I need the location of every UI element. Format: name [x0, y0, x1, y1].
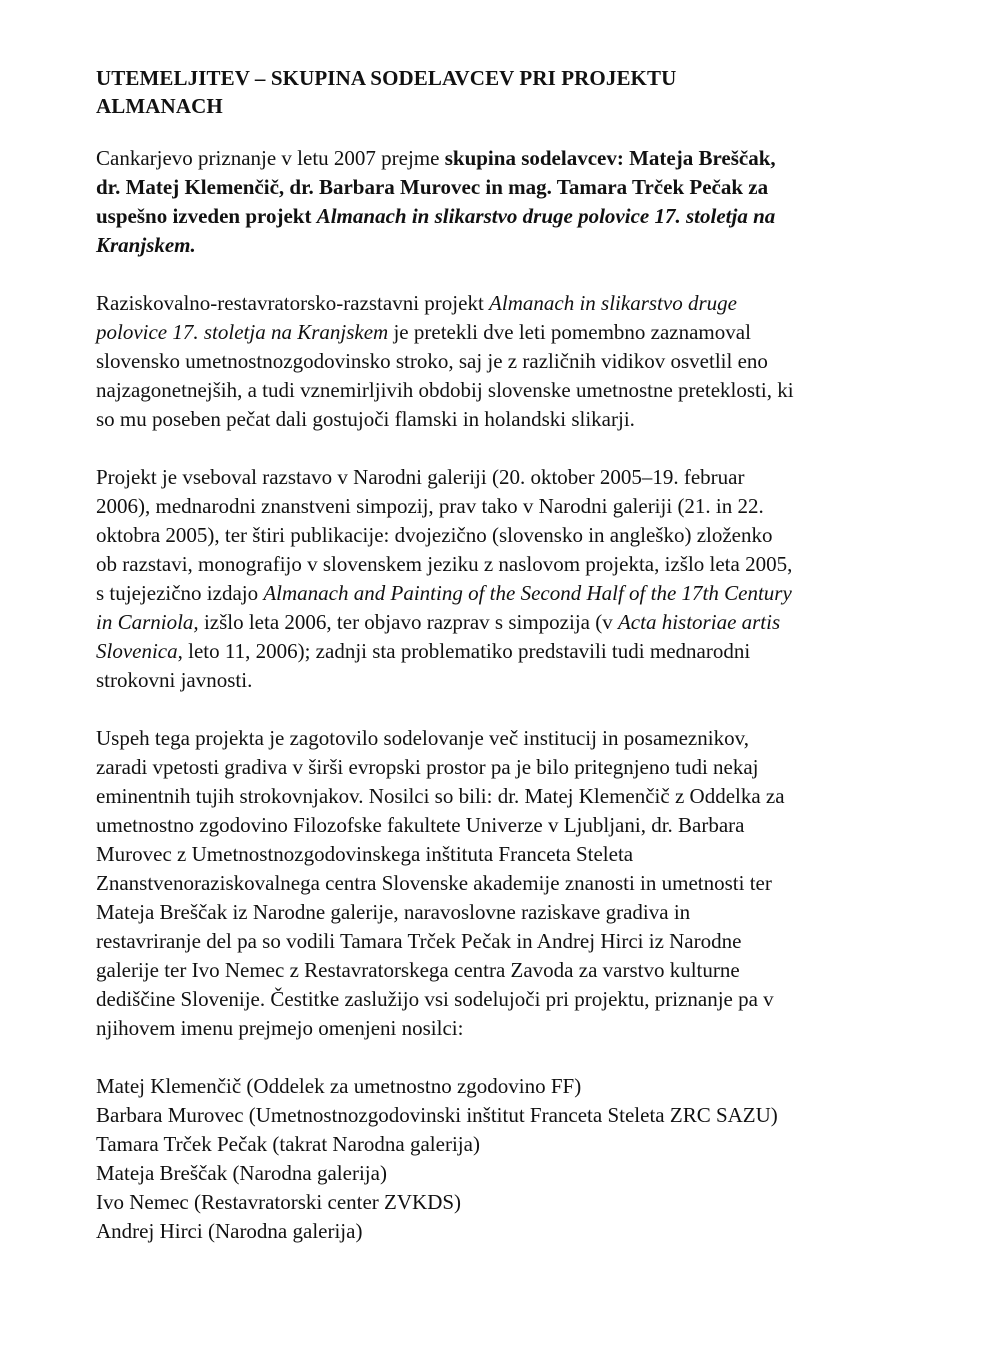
- text-line: [96, 318, 936, 347]
- bold-italic-title-run: Kranjskem.: [96, 233, 196, 257]
- text-line: [96, 144, 936, 173]
- bold-run: skupina sodelavcev: Mateja Breščak,: [444, 146, 776, 170]
- text-run: izšlo leta 2006, ter objavo razprav s simpozija (v: [198, 610, 618, 634]
- text-line: Mateja Breščak iz Narodne galerije, naravoslovne raziskave gradiva in: [96, 900, 691, 924]
- italic-title-run: Almanach and Painting of the Second Half of the 17th Century: [263, 581, 792, 605]
- text-line: umetnostno zgodovino Filozofske fakultete Univerze v Ljubljani, dr. Barbara: [96, 813, 745, 837]
- text-run: Raziskovalno-restavratorsko-razstavni projekt: [96, 291, 490, 315]
- text-line: [96, 579, 936, 608]
- recipient-item: Matej Klemenčič (Oddelek za umetnostno zgodovino FF): [96, 1074, 582, 1098]
- text-run: , leto 11, 2006); zadnji sta problematiko predstavili tudi mednarodni: [177, 639, 751, 663]
- text-line: so mu poseben pečat dali gostujoči flamski in holandski slikarji.: [96, 407, 635, 431]
- text-line: restavriranje del pa so vodili Tamara Trček Pečak in Andrej Hirci iz Narodne: [96, 929, 742, 953]
- text-line: najzagonetnejših, a tudi vznemirljivih obdobij slovenske umetnostne preteklosti, ki: [96, 378, 794, 402]
- text-line: [96, 202, 936, 231]
- bold-italic-title-run: Almanach in slikarstvo druge polovice 17. stoletja na: [316, 204, 776, 228]
- bold-run: uspešno izveden projekt: [96, 204, 317, 228]
- title-line: UTEMELJITEV – SKUPINA SODELAVCEV PRI PROJEKTU: [96, 66, 677, 90]
- title-line: ALMANACH: [96, 94, 223, 118]
- text-line: 2006), mednarodni znanstveni simpozij, prav tako v Narodni galeriji (21. in 22.: [96, 494, 764, 518]
- text-line: galerije ter Ivo Nemec z Restavratorskega centra Zavoda za varstvo kulturne: [96, 958, 740, 982]
- recipient-item: Tamara Trček Pečak (takrat Narodna galerija): [96, 1132, 480, 1156]
- text-line: [96, 608, 936, 637]
- award-paragraph: [96, 144, 936, 260]
- text-line: [96, 289, 936, 318]
- document-page: [96, 64, 936, 1246]
- document-title: [96, 64, 936, 120]
- text-line: zaradi vpetosti gradiva v širši evropski prostor pa je bilo pritegnjeno tudi nekaj: [96, 755, 759, 779]
- text-line: oktobra 2005), ter štiri publikacije: dvojezično (slovensko in angleško) zloženko: [96, 523, 773, 547]
- recipients-list: [96, 1072, 936, 1246]
- text-line: Znanstvenoraziskovalnega centra Slovenske akademije znanosti in umetnosti ter: [96, 871, 772, 895]
- text-line: Uspeh tega projekta je zagotovilo sodelovanje več institucij in posameznikov,: [96, 726, 749, 750]
- success-paragraph: [96, 724, 936, 1043]
- italic-title-run: Slovenica: [96, 639, 178, 663]
- text-line: Murovec z Umetnostnozgodovinskega inštituta Franceta Steleta: [96, 842, 634, 866]
- recipient-item: Barbara Murovec (Umetnostnozgodovinski inštitut Franceta Steleta ZRC SAZU): [96, 1103, 778, 1127]
- text-run: s tujejezično izdajo: [96, 581, 264, 605]
- recipient-item: Ivo Nemec (Restavratorski center ZVKDS): [96, 1190, 462, 1214]
- italic-title-run: in Carniola,: [96, 610, 199, 634]
- text-line: slovensko umetnostnozgodovinsko stroko, saj je z različnih vidikov osvetlil eno: [96, 349, 768, 373]
- text-run: Cankarjevo priznanje v letu 2007 prejme: [96, 146, 445, 170]
- recipient-item: Andrej Hirci (Narodna galerija): [96, 1219, 363, 1243]
- text-line: Projekt je vseboval razstavo v Narodni galeriji (20. oktober 2005–19. februar: [96, 465, 745, 489]
- bold-line: dr. Matej Klemenčič, dr. Barbara Murovec in mag. Tamara Trček Pečak za: [96, 175, 769, 199]
- text-line: ob razstavi, monografijo v slovenskem jeziku z naslovom projekta, izšlo leta 2005,: [96, 552, 793, 576]
- text-line: dediščine Slovenije. Čestitke zaslužijo vsi sodelujoči pri projektu, priznanje pa v: [96, 987, 774, 1011]
- text-run: je pretekli dve leti pomembno zaznamoval: [388, 320, 751, 344]
- project-paragraph: [96, 289, 936, 434]
- italic-title-run: Acta historiae artis: [617, 610, 781, 634]
- recipient-item: Mateja Breščak (Narodna galerija): [96, 1161, 387, 1185]
- text-line: njihovem imenu prejmejo omenjeni nosilci:: [96, 1016, 464, 1040]
- text-line: strokovni javnosti.: [96, 668, 253, 692]
- text-line: [96, 637, 936, 666]
- italic-title-run: polovice 17. stoletja na Kranjskem: [96, 320, 389, 344]
- content-paragraph: [96, 463, 936, 695]
- italic-title-run: Almanach in slikarstvo druge: [489, 291, 737, 315]
- text-line: eminentnih tujih strokovnjakov. Nosilci so bili: dr. Matej Klemenčič z Oddelka za: [96, 784, 785, 808]
